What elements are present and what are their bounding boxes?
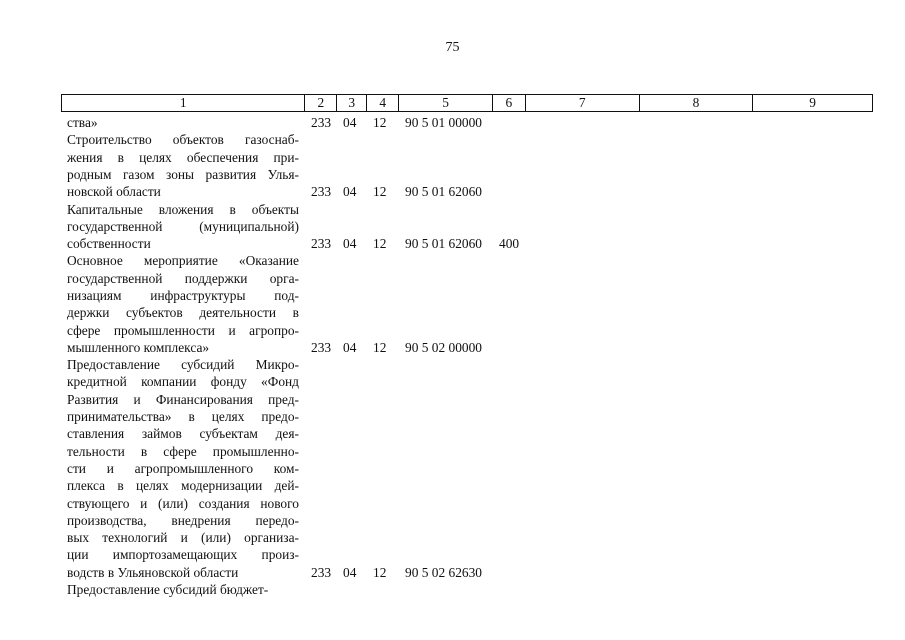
- row-c6-value: 400: [499, 236, 520, 252]
- row-name-line: тельности в сфере промышленно-: [67, 443, 299, 459]
- row-name-line: мышленного комплекса»: [67, 339, 210, 355]
- row-name-line: Основное мероприятие «Оказание: [67, 253, 299, 269]
- header-col-3: 3: [337, 95, 367, 111]
- row-c2-value: 233: [311, 115, 332, 130]
- row-name-line: родным газом зоны развития Улья-: [67, 166, 299, 182]
- row-name-line: новской области: [67, 184, 161, 200]
- row-c5-value: 90 5 01 62060: [405, 236, 482, 252]
- row-name-line: сти и агропромышленного ком-: [67, 460, 299, 476]
- row-c2-value: 233: [311, 339, 332, 355]
- row-name-line: государственной (муниципальной): [67, 218, 299, 234]
- row-name-line: вых технологий и (или) организа-: [67, 530, 299, 546]
- row-name-line: Развития и Финансирования пред-: [67, 391, 299, 407]
- row-c3-value: 04: [343, 184, 357, 200]
- header-col-5: 5: [399, 95, 493, 111]
- row-c5-value: 90 5 01 62060: [405, 184, 482, 200]
- row-c5-value: 90 5 02 62630: [405, 564, 482, 580]
- row-name-line: жения в целях обеспечения при-: [67, 149, 299, 165]
- row-name-line: ции импортозамещающих произ-: [67, 547, 299, 563]
- row-name-line: плекса в целях модернизации дей-: [67, 478, 299, 494]
- row-c5-value: 90 5 02 00000: [405, 339, 482, 355]
- header-col-8: 8: [640, 95, 754, 111]
- row-c2-value: 233: [311, 564, 332, 580]
- row-c3-value: 04: [343, 339, 357, 355]
- table-header: [61, 94, 873, 112]
- row-c5-value: 90 5 01 00000: [405, 115, 482, 130]
- header-col-2: 2: [305, 95, 337, 111]
- row-name-cell: [67, 114, 299, 131]
- row-c4-value: 12: [373, 236, 387, 252]
- row-name-line: держки субъектов деятельности в: [67, 305, 299, 321]
- row-c4-value: 12: [373, 339, 387, 355]
- row-c3-value: 04: [343, 564, 357, 580]
- row-c3-value: 04: [343, 115, 357, 130]
- row-name-line: Предоставление субсидий бюджет-: [67, 582, 269, 598]
- header-col-9: 9: [809, 95, 816, 110]
- row-name-line: Капитальные вложения в объекты: [67, 201, 299, 217]
- row-name-line: государственной поддержки орга-: [67, 270, 299, 286]
- row-name-line: низациям инфраструктуры под-: [67, 287, 299, 303]
- row-name-cell: [67, 356, 299, 581]
- row-c4-value: 12: [373, 184, 387, 200]
- row-c3-value: 04: [343, 236, 357, 252]
- header-col-7: 7: [526, 95, 640, 111]
- row-name-line: собственности: [67, 236, 151, 252]
- row-name-cell: [67, 581, 299, 598]
- row-name-line: Предоставление субсидий Микро-: [67, 357, 299, 373]
- row-c2-value: 233: [311, 236, 332, 252]
- header-col-1: 1: [62, 95, 305, 111]
- row-c2-value: 233: [311, 184, 332, 200]
- row-name-line: ставления займов субъектам дея-: [67, 426, 299, 442]
- row-name-line: сфере промышленности и агропро-: [67, 322, 299, 338]
- row-name-cell: [67, 131, 299, 200]
- row-name-line: кредитной компании фонду «Фонд: [67, 374, 299, 390]
- header-col-6: 6: [493, 95, 526, 111]
- row-name-line: принимательства» в целях предо-: [67, 409, 299, 425]
- row-name-line: производства, внедрения передо-: [67, 512, 299, 528]
- row-name-line: водств в Ульяновской области: [67, 564, 239, 580]
- header-col-4: 4: [367, 95, 399, 111]
- row-name-line: ствующего и (или) создания нового: [67, 495, 299, 511]
- row-c4-value: 12: [373, 564, 387, 580]
- row-name-line: ства»: [67, 115, 98, 130]
- page-number: 75: [445, 40, 460, 55]
- row-name-cell: [67, 252, 299, 356]
- row-name-line: Строительство объектов газоснаб-: [67, 132, 299, 148]
- row-c4-value: 12: [373, 115, 387, 130]
- row-name-cell: [67, 201, 299, 253]
